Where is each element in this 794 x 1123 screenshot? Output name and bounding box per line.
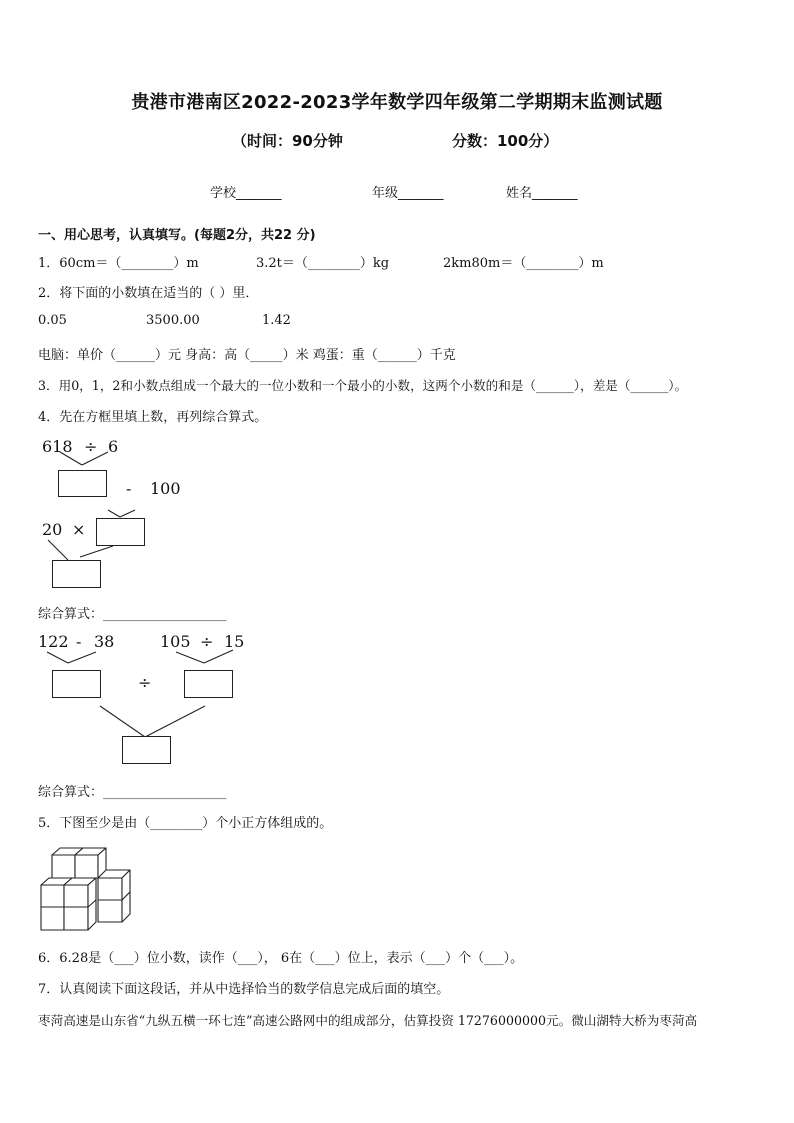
q4-formula-2: 综合算式：___________________ [38,785,227,800]
section-heading: 一、用心思考，认真填写。(每题2分，共22 分) [38,228,316,243]
q1-b: 3.2t＝（________）kg [256,256,390,271]
q2-number-3: 1.42 [262,313,291,328]
q2-number-2: 3500.00 [146,313,200,328]
q3: 3．用0，1，2和小数点组成一个最大的一位小数和一个最小的小数，这两个小数的和是（______），差是（______）。 [38,378,688,393]
d1-number-100: 100 [150,479,181,498]
d1-number-618: 618 [42,437,73,456]
d2-minus-sign: - [76,632,82,651]
d1-minus-sign: - [126,479,132,498]
q5: 5．下图至少是由（________）个小正方体组成的。 [38,816,333,831]
q1-c: 2km80m＝（________）m [443,256,604,271]
d2-number-38: 38 [94,632,115,651]
d2-number-105: 105 [160,632,191,651]
q4-stem: 4．先在方框里填上数，再列综合算式。 [38,410,268,425]
score-label: 分数：100分） [452,132,559,150]
q7-stem: 7．认真阅读下面这段话，并从中选择恰当的数学信息完成后面的填空。 [38,982,450,997]
time-label: （时间：90分钟 [232,132,343,150]
d1-divide-sign: ÷ [84,437,98,456]
d1-number-20: 20 [42,520,63,539]
d2-divide-sign: ÷ [200,632,214,651]
d1-multiply-sign: × [72,520,86,539]
q4-formula-1: 综合算式：___________________ [38,607,227,622]
q2-fill-line: 电脑：单价（______）元 身高：高（_____）米 鸡蛋：重（______）千克 [38,348,456,363]
grade-field: 年级_______ [372,186,444,201]
q2-number-1: 0.05 [38,313,67,328]
d1-number-6: 6 [108,437,119,456]
d2-number-15: 15 [224,632,245,651]
name-field: 姓名_______ [506,186,578,201]
d2-middle-divide-sign: ÷ [138,673,152,692]
q1-a: 1．60cm＝（________）m [38,256,199,271]
q6: 6．6.28是（___）位小数，读作（___）， 6在（___）位上，表示（___）个（___）。 [38,951,524,966]
school-field: 学校_______ [210,186,282,201]
page-title: 贵港市港南区2022-2023学年数学四年级第二学期期末监测试题 [131,92,663,113]
q7-passage: 枣菏高速是山东省“九纵五横一环七连”高速公路网中的组成部分，估算投资 17276000000元。微山湖特大桥为枣菏高 [38,1013,698,1028]
q2-stem: 2．将下面的小数填在适当的（ ）里． [38,286,259,301]
d2-number-122: 122 [38,632,69,651]
